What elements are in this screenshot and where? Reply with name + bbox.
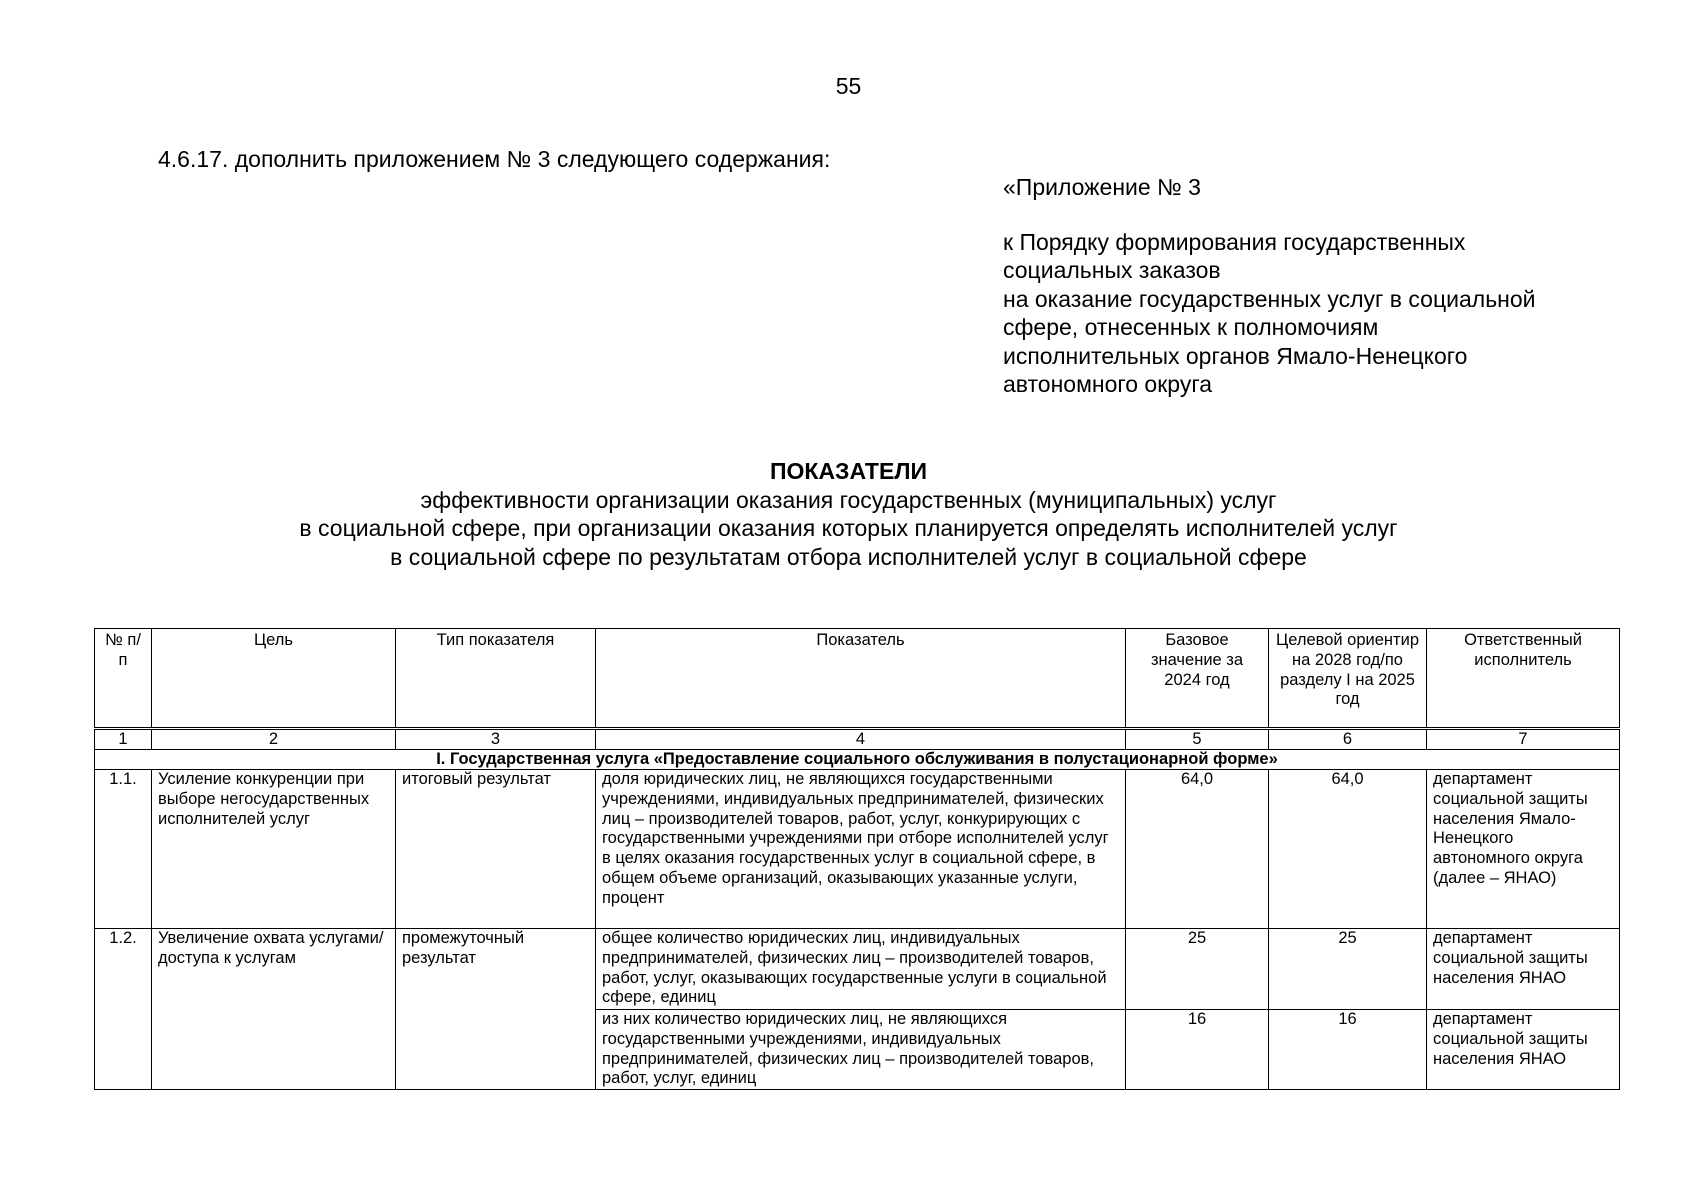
column-number: 6 — [1269, 729, 1427, 750]
row-base-value: 25 — [1126, 929, 1269, 1010]
row-responsible: департамент социальной защиты населения ЯНАО — [1427, 929, 1620, 1010]
row-target-value: 16 — [1269, 1010, 1427, 1090]
document-heading — [0, 457, 1697, 571]
table-row — [95, 929, 1620, 1010]
column-number: 4 — [596, 729, 1126, 750]
column-number: 3 — [396, 729, 596, 750]
table-header-row — [95, 629, 1620, 729]
row-goal: Усиление конкуренции при выборе негосударственных исполнителей услуг — [152, 770, 396, 929]
appendix-title: «Приложение № 3 — [1003, 174, 1201, 200]
header-indicator: Показатель — [596, 629, 1126, 729]
row-indicator: из них количество юридических лиц, не являющихся государственными учреждениями, индивидуальных предпринимателей, физических лиц – производителей товаров, работ, услуг, единиц — [596, 1010, 1126, 1090]
appendix-line: социальных заказов — [1003, 257, 1221, 283]
appendix-block — [1003, 173, 1663, 399]
intro-text: 4.6.17. дополнить приложением № 3 следующего содержания: — [158, 146, 831, 172]
row-type: промежуточный результат — [396, 929, 596, 1090]
row-responsible: департамент социальной защиты населения ЯНАО — [1427, 1010, 1620, 1090]
row-base-value: 64,0 — [1126, 770, 1269, 929]
section-title: I. Государственная услуга «Предоставление социального обслуживания в полустационарной форме» — [95, 750, 1620, 770]
row-goal: Увеличение охвата услугами/доступа к услугам — [152, 929, 396, 1090]
header-responsible: Ответственный исполнитель — [1427, 629, 1620, 729]
table-row — [95, 770, 1620, 929]
heading-line: эффективности организации оказания государственных (муниципальных) услуг — [420, 486, 1277, 513]
header-type: Тип показателя — [396, 629, 596, 729]
appendix-line: автономного округа — [1003, 371, 1212, 397]
header-target: Целевой ориентир на 2028 год/по разделу I на 2025 год — [1269, 629, 1427, 729]
heading-title: ПОКАЗАТЕЛИ — [769, 458, 927, 484]
appendix-line: исполнительных органов Ямало-Ненецкого — [1003, 342, 1468, 369]
row-target-value: 64,0 — [1269, 770, 1427, 929]
appendix-line: сфере, отнесенных к полномочиям — [1003, 314, 1379, 340]
indicators-table — [94, 628, 1620, 1090]
row-base-value: 16 — [1126, 1010, 1269, 1090]
column-number: 2 — [152, 729, 396, 750]
row-number: 1.2. — [95, 929, 152, 1090]
row-responsible: департамент социальной защиты населения Ямало-Ненецкого автономного округа (далее – ЯНАО) — [1427, 770, 1620, 929]
page-number: 55 — [835, 73, 862, 99]
heading-line: в социальной сфере, при организации оказания которых планируется определять исполнителей услуг — [299, 515, 1398, 541]
column-number-row — [95, 729, 1620, 750]
heading-line: в социальной сфере по результатам отбора исполнителей услуг в социальной сфере — [390, 543, 1307, 570]
appendix-line: к Порядку формирования государственных — [1003, 228, 1466, 255]
section-row — [95, 750, 1620, 770]
column-number: 5 — [1126, 729, 1269, 750]
row-target-value: 25 — [1269, 929, 1427, 1010]
column-number: 7 — [1427, 729, 1620, 750]
header-num: № п/п — [95, 629, 152, 729]
row-indicator: общее количество юридических лиц, индивидуальных предпринимателей, физических лиц – производителей товаров, работ, услуг, оказывающих государственные услуги в социальной сфере, единиц — [596, 929, 1126, 1010]
header-goal: Цель — [152, 629, 396, 729]
header-base: Базовое значение за 2024 год — [1126, 629, 1269, 729]
appendix-line: на оказание государственных услуг в социальной — [1003, 285, 1536, 312]
row-indicator: доля юридических лиц, не являющихся государственными учреждениями, индивидуальных предпринимателей, физических лиц – производителей товаров, работ, услуг, конкурирующих с государственными учреждениями при отборе исполнителей услуг в целях оказания государственных услуг в социальной сфере, в общем объеме организаций, оказывающих указанные услуги, процент — [596, 770, 1126, 929]
row-number: 1.1. — [95, 770, 152, 929]
column-number: 1 — [95, 729, 152, 750]
row-type: итоговый результат — [396, 770, 596, 929]
